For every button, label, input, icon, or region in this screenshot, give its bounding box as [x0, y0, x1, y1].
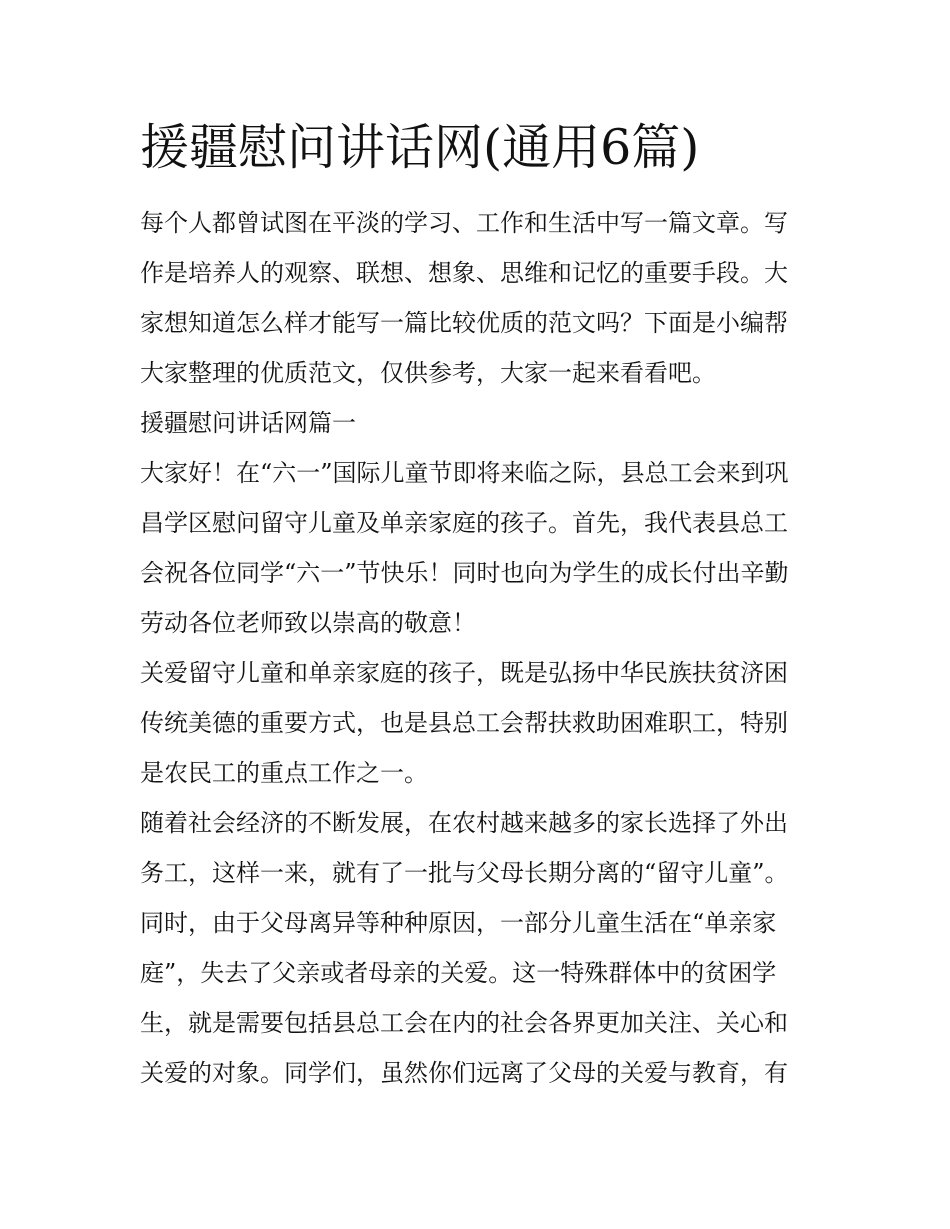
paragraph-line: 务工，这样一来，就有了一批与父母长期分离的“留守儿童”。: [140, 859, 789, 887]
paragraph-line: 关爱的对象。同学们，虽然你们远离了父母的关爱与教育，有: [140, 1059, 788, 1087]
paragraph-line: 大家整理的优质范文，仅供参考，大家一起来看看吧。: [140, 359, 716, 387]
paragraph-line: 每个人都曾试图在平淡的学习、工作和生活中写一篇文章。写: [140, 209, 788, 237]
paragraph-line: 大家好！在“六一”国际儿童节即将来临之际，县总工会来到巩: [140, 459, 789, 487]
paragraph-line: 劳动各位老师致以崇高的敬意！: [140, 609, 476, 637]
paragraph-line: 关爱留守儿童和单亲家庭的孩子，既是弘扬中华民族扶贫济困: [140, 659, 788, 687]
paragraph-line: 是农民工的重点工作之一。: [140, 759, 428, 787]
paragraph-line: 同时，由于父母离异等种种原因，一部分儿童生活在“单亲家: [140, 909, 777, 937]
section-heading: 援疆慰问讲话网篇一: [140, 409, 356, 437]
paragraph-line: 作是培养人的观察、联想、想象、思维和记忆的重要手段。大: [140, 259, 788, 287]
paragraph-line: 传统美德的重要方式，也是县总工会帮扶救助困难职工，特别: [140, 709, 788, 737]
paragraph-line: 家想知道怎么样才能写一篇比较优质的范文吗？下面是小编帮: [140, 309, 788, 337]
paragraph-line: 随着社会经济的不断发展，在农村越来越多的家长选择了外出: [140, 809, 788, 837]
paragraph-line: 庭”，失去了父亲或者母亲的关爱。这一特殊群体中的贫困学: [140, 959, 777, 987]
paragraph-line: 会祝各位同学“六一”节快乐！同时也向为学生的成长付出辛勤: [140, 559, 789, 587]
paragraph-line: 昌学区慰问留守儿童及单亲家庭的孩子。首先，我代表县总工: [140, 509, 788, 537]
paragraph-line: 生，就是需要包括县总工会在内的社会各界更加关注、关心和: [140, 1009, 788, 1037]
document-title: 援疆慰问讲话网(通用6篇): [140, 119, 700, 176]
